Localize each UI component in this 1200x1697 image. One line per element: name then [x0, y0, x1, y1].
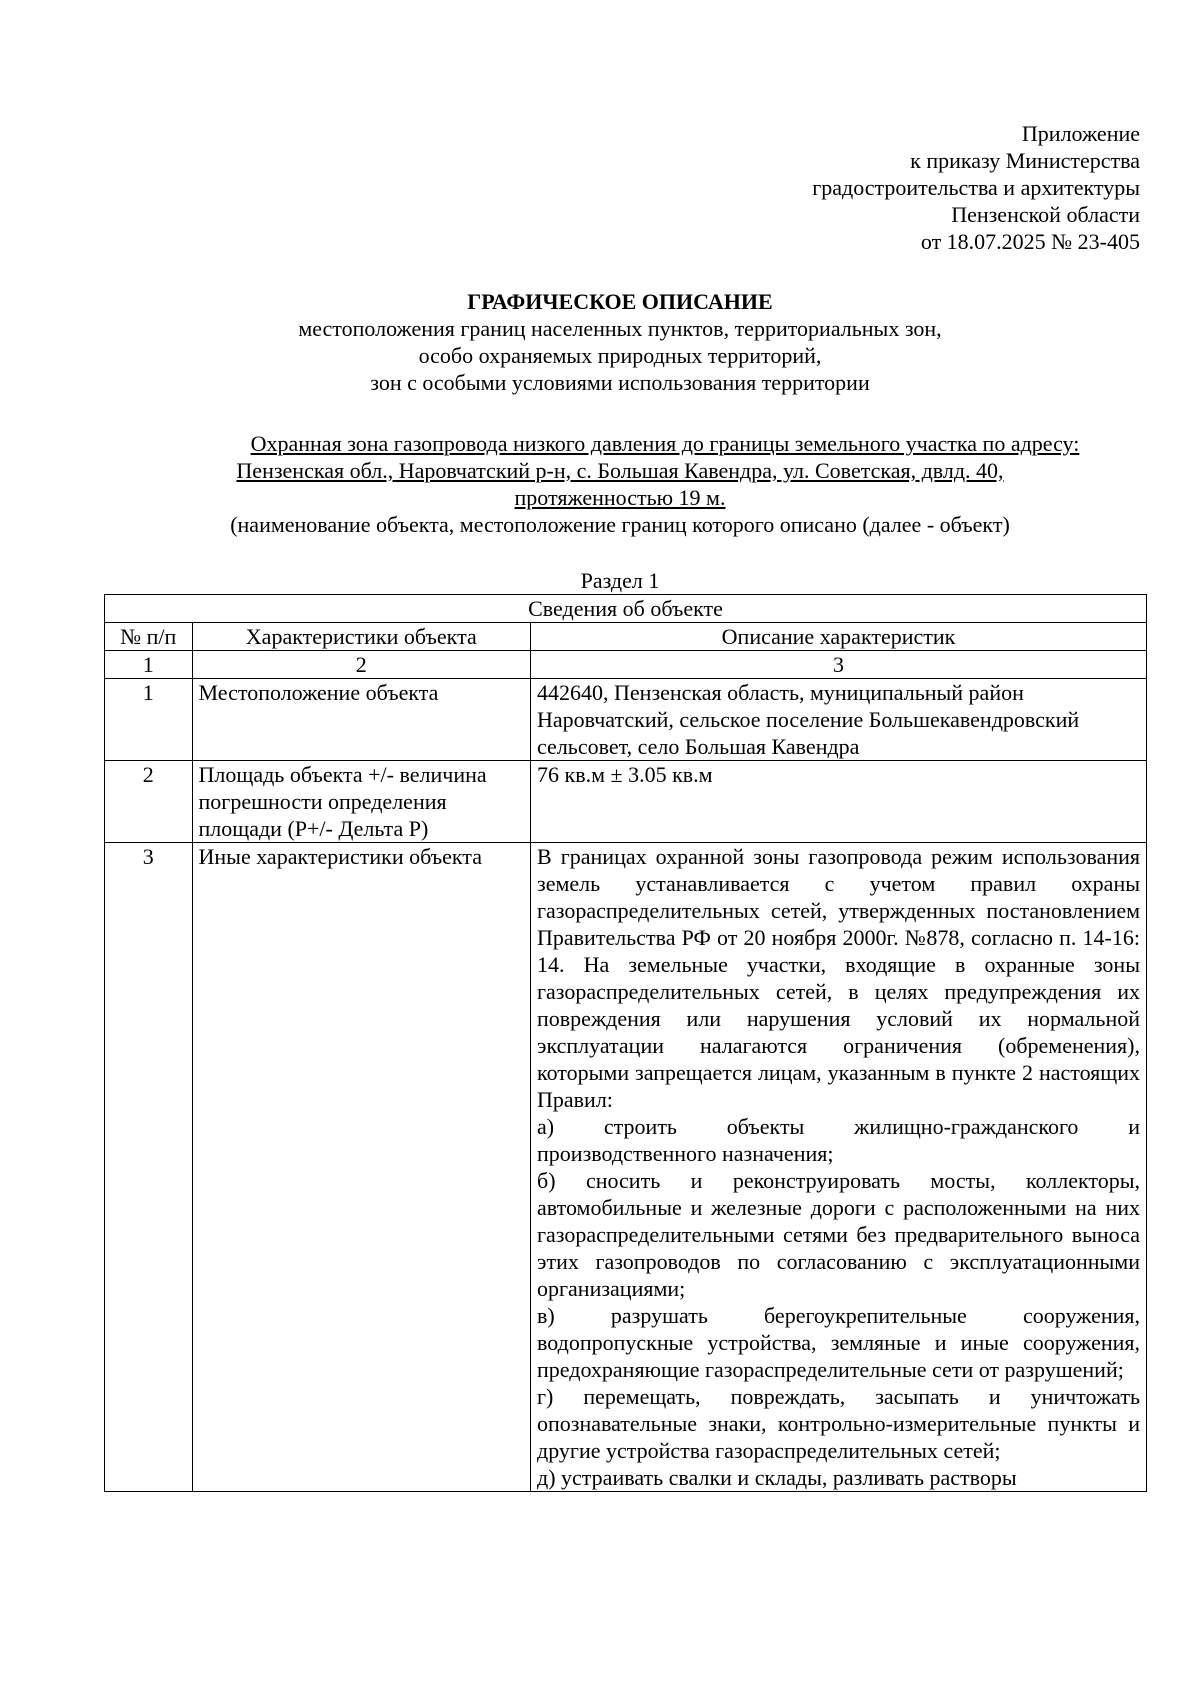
- description-paragraph: в) разрушать берегоукрепительные сооружения, водопропускные устройства, земляные и иные сооружения, предохраняющие газораспределительные сети от разрушений;: [537, 1303, 1140, 1382]
- table-caption: Сведения об объекте: [105, 595, 1147, 623]
- table-row: [105, 843, 1147, 1492]
- table-row: [105, 761, 1147, 843]
- section-label: Раздел 1: [580, 568, 660, 593]
- row-description: 442640, Пензенская область, муниципальный район Наровчатский, сельское поселение Большекавендровский сельсовет, село Большая Кавендра: [531, 679, 1147, 761]
- row-description: [531, 843, 1147, 1492]
- document-title: ГРАФИЧЕСКОЕ ОПИСАНИЕ: [467, 289, 773, 314]
- table-row: [105, 679, 1147, 761]
- object-name-line: Охранная зона газопровода низкого давления до границы земельного участка по адресу:: [250, 431, 1080, 456]
- object-description: [100, 430, 1140, 538]
- object-caption: (наименование объекта, местоположение границ которого описано (далее - объект): [230, 512, 1010, 537]
- header-cell: Описание характеристик: [531, 623, 1147, 651]
- appendix-header: [812, 120, 1140, 255]
- document-subtitle: особо охраняемых природных территорий,: [418, 343, 822, 368]
- column-number-row: [105, 651, 1147, 679]
- object-length-line: протяженностью 19 м.: [514, 485, 726, 510]
- column-number-cell: 2: [192, 651, 531, 679]
- document-title-block: [100, 288, 1140, 396]
- row-number: 2: [105, 761, 193, 843]
- description-paragraph: б) сносить и реконструировать мосты, коллекторы, автомобильные и железные дороги с расположенными на них газораспределительными сетями без предварительного выноса этих газопроводов по согласованию с эксплуатационными организациями;: [537, 1168, 1140, 1301]
- description-paragraph: г) перемещать, повреждать, засыпать и уничтожать опознавательные знаки, контрольно-измерительные пункты и другие устройства газораспределительных сетей;: [537, 1384, 1140, 1463]
- document-subtitle: местоположения границ населенных пунктов, территориальных зон,: [298, 316, 942, 341]
- row-description: 76 кв.м ± 3.05 кв.м: [531, 761, 1147, 843]
- header-cell: Характеристики объекта: [192, 623, 531, 651]
- row-characteristic: Местоположение объекта: [192, 679, 531, 761]
- column-number-cell: 3: [531, 651, 1147, 679]
- row-characteristic: Иные характеристики объекта: [192, 843, 531, 1492]
- appendix-line: к приказу Министерства: [910, 148, 1140, 173]
- row-characteristic: Площадь объекта +/- величина погрешности определения площади (P+/- Дельта P): [192, 761, 531, 843]
- column-number-cell: 1: [105, 651, 193, 679]
- row-number: 1: [105, 679, 193, 761]
- row-number: 3: [105, 843, 193, 1492]
- object-address-line: Пензенская обл., Наровчатский р-н, с. Большая Кавендра, ул. Советская, двлд. 40,: [236, 458, 1004, 483]
- document-subtitle: зон с особыми условиями использования территории: [370, 370, 870, 395]
- header-cell: № п/п: [105, 623, 193, 651]
- appendix-date-number: от 18.07.2025 № 23-405: [920, 229, 1140, 254]
- appendix-line: Пензенской области: [951, 202, 1140, 227]
- appendix-line: Приложение: [1021, 121, 1140, 146]
- table-header-row: [105, 623, 1147, 651]
- appendix-line: градостроительства и архитектуры: [812, 175, 1140, 200]
- description-paragraph: д) устраивать свалки и склады, разливать растворы: [537, 1465, 1017, 1490]
- description-paragraph: а) строить объекты жилищно-гражданского и производственного назначения;: [537, 1114, 1140, 1166]
- object-info-table: [104, 594, 1147, 1492]
- description-paragraph: В границах охранной зоны газопровода режим использования земель устанавливается с учетом правил охраны газораспределительных сетей, утвержденных постановлением Правительства РФ от 20 ноября 2000г. №878, согласно п. 14-16: 14. На земельные участки, входящие в охранные зоны газораспределительных сетей, в целях предупреждения их повреждения или нарушения условий их нормальной эксплуатации налагаются ограничения (обременения), которыми запрещается лицам, указанным в пункте 2 настоящих Правил:: [537, 844, 1140, 1112]
